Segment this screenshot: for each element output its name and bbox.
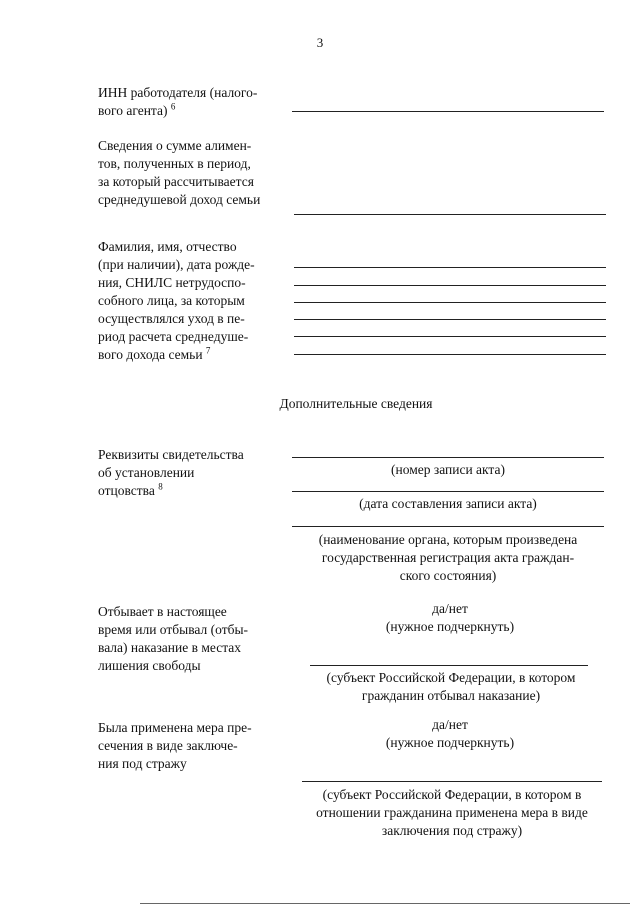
- footnote-6: 6: [170, 101, 176, 112]
- inn-label-text: ИНН работодателя (налого- вого агента): [98, 85, 258, 118]
- authority-line[interactable]: [292, 526, 604, 527]
- custody-yes-no[interactable]: да/нет: [432, 717, 468, 732]
- caretaker-label-text: Фамилия, имя, отчество (при наличии), дата рожде- ния, СНИЛС нетрудоспо- собного лица, за которым осуществлялся уход в пе- риод расчета среднедуше- вого дохода семьи: [98, 239, 255, 362]
- paternity-label: [98, 446, 288, 500]
- imprisonment-label: Отбывает в настоящее время или отбывал (отбы- вала) наказание в местах лишения свободы: [98, 604, 249, 673]
- caretaker-label: [98, 238, 288, 364]
- caretaker-input-line-4[interactable]: [294, 319, 606, 320]
- custody-hint: (нужное подчеркнуть): [385, 735, 515, 750]
- footnote-7: 7: [205, 345, 211, 356]
- inn-label: [98, 84, 288, 120]
- inn-input-line[interactable]: [292, 111, 604, 112]
- paternity-label-text: Реквизиты свидетельства об установлении отцовства: [98, 447, 244, 498]
- record-number-caption: (номер записи акта): [391, 462, 505, 477]
- imprisonment-region-caption: (субъект Российской Федерации, в котором гражданин отбывал наказание): [326, 670, 576, 703]
- custody-region-caption: (субъект Российской Федерации, в котором в отношении гражданина применена мера в виде заключения под стражу): [316, 787, 588, 838]
- imprisonment-region-line[interactable]: [310, 665, 588, 666]
- custody-label: Была применена мера пре- сечения в виде заключе- ния под стражу: [98, 720, 252, 771]
- imprisonment-hint: (нужное подчеркнуть): [385, 619, 515, 634]
- record-date-caption: (дата составления записи акта): [359, 496, 537, 511]
- alimony-label: Сведения о сумме алимен- тов, полученных в период, за который рассчитывается среднедушевой доход семьи: [98, 138, 261, 207]
- custody-region-line[interactable]: [302, 781, 602, 782]
- alimony-input-line[interactable]: [294, 214, 606, 215]
- page-bottom-edge: [140, 903, 630, 904]
- page-number: 3: [316, 35, 324, 50]
- authority-caption: (наименование органа, которым произведена государственная регистрация акта граждан- ского состояния): [318, 532, 578, 583]
- caretaker-input-line-5[interactable]: [294, 336, 606, 337]
- caretaker-input-line-6[interactable]: [294, 354, 606, 355]
- footnote-8: 8: [158, 481, 163, 492]
- record-number-line[interactable]: [292, 457, 604, 458]
- caretaker-input-line-2[interactable]: [294, 285, 606, 286]
- additional-info-title: Дополнительные сведения: [279, 396, 433, 411]
- imprisonment-yes-no[interactable]: да/нет: [432, 601, 468, 616]
- caretaker-input-line-1[interactable]: [294, 267, 606, 268]
- caretaker-input-line-3[interactable]: [294, 302, 606, 303]
- record-date-line[interactable]: [292, 491, 604, 492]
